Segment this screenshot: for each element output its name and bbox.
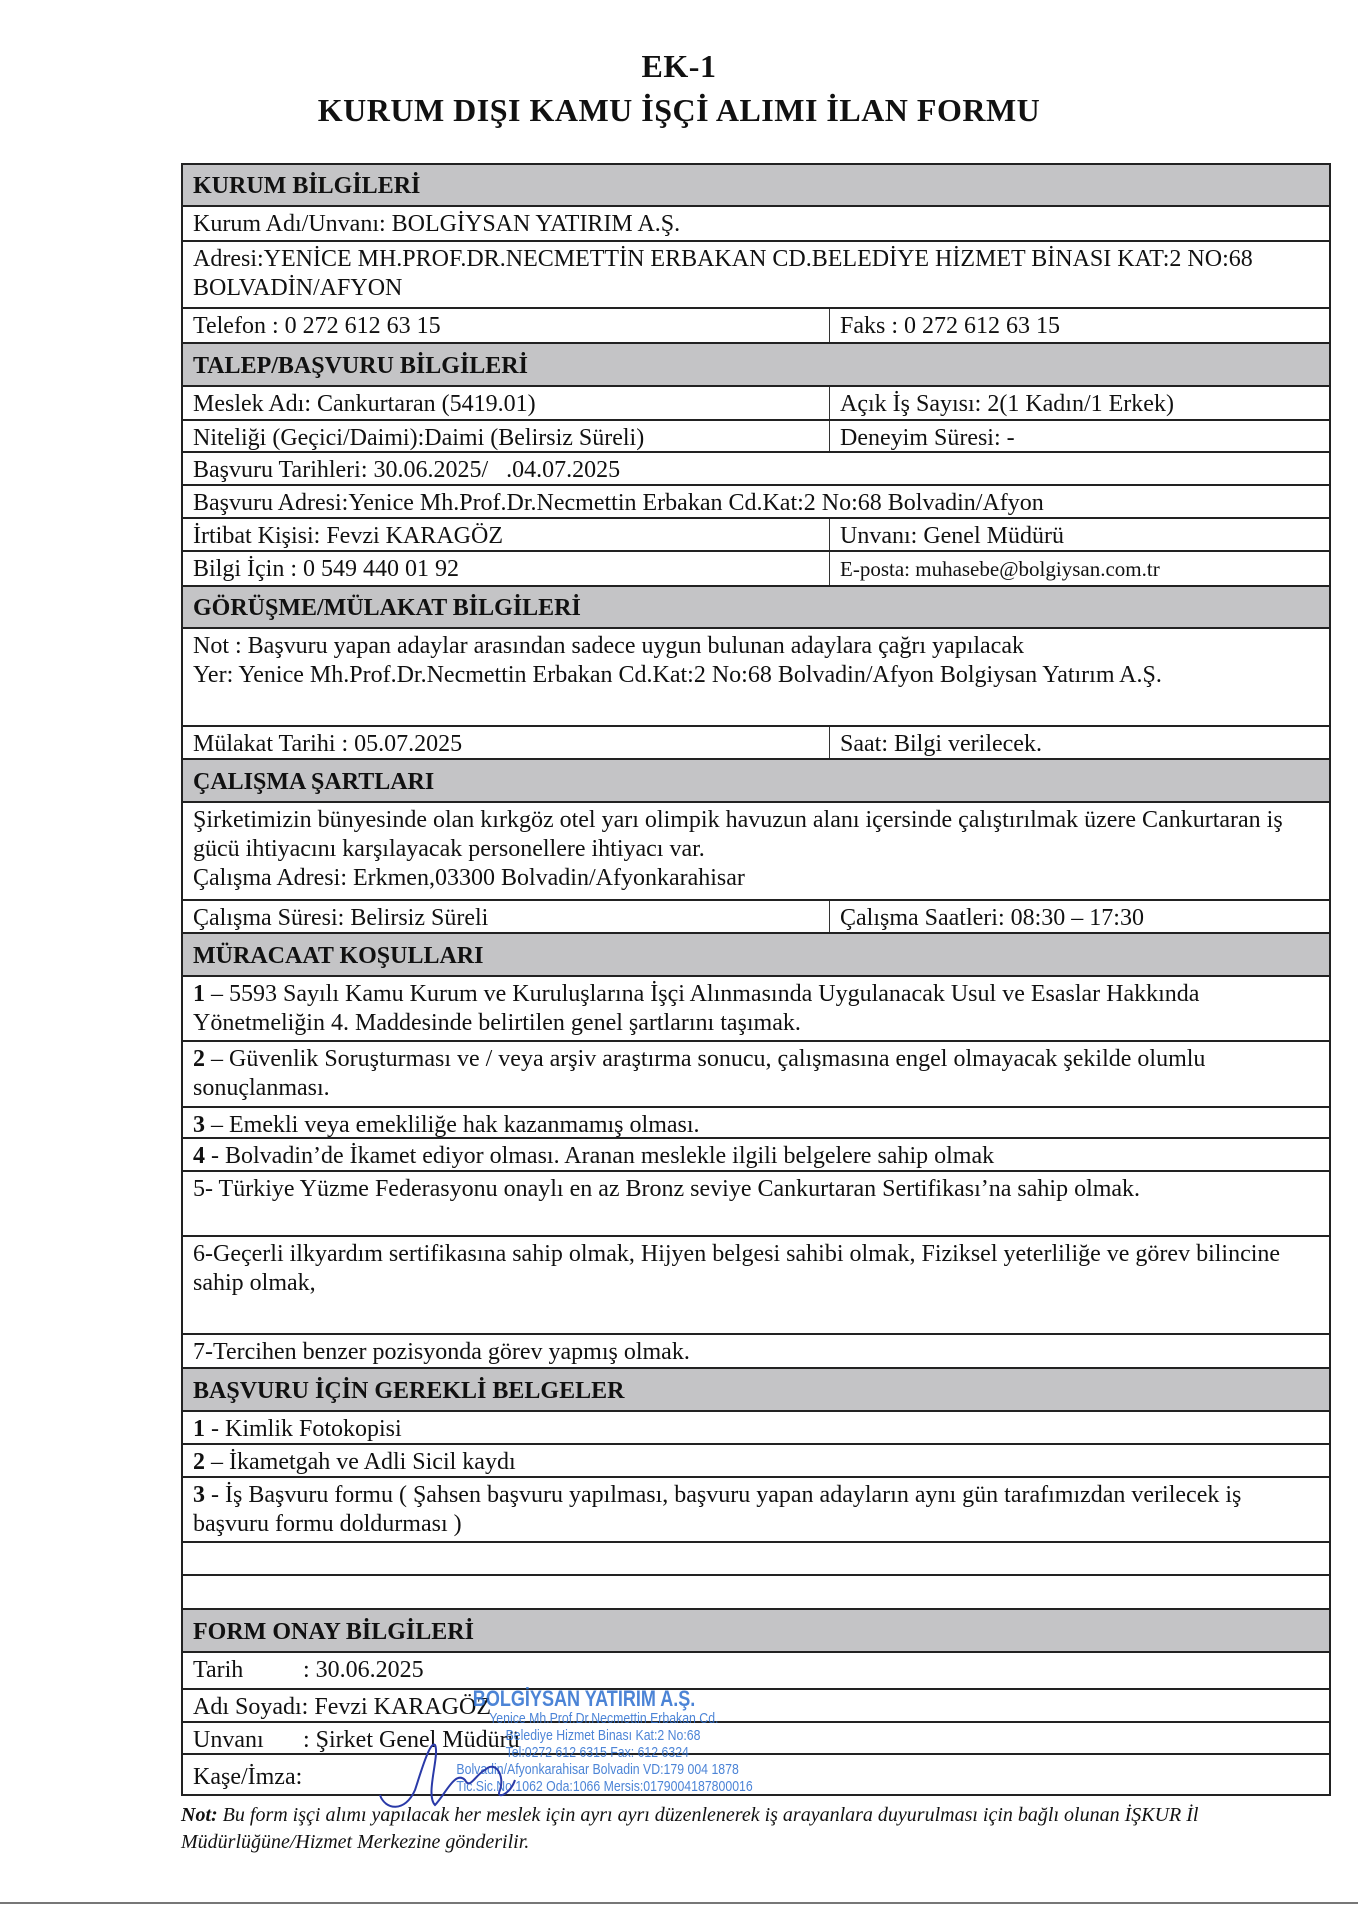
item-number: 2 — [193, 1449, 205, 1475]
interview-note: Not : Başvuru yapan adaylar arasından sadece uygun bulunan adaylara çağrı yapılacak — [193, 633, 1024, 659]
section-header-calisma — [183, 760, 1329, 803]
requirement-item — [183, 1237, 1329, 1335]
contact-person: İrtibat Kişisi: Fevzi KARAGÖZ — [183, 519, 830, 550]
announcement-form — [181, 163, 1331, 1796]
section-header-onay — [183, 1610, 1329, 1653]
approval-date: : 30.06.2025 — [303, 1657, 424, 1683]
section-title: ÇALIŞMA ŞARTLARI — [193, 768, 435, 795]
item-number: 1 — [193, 1416, 205, 1442]
footnote-label: Not: — [181, 1804, 218, 1826]
section-title: GÖRÜŞME/MÜLAKAT BİLGİLERİ — [193, 595, 581, 621]
open-positions: Açık İş Sayısı: 2(1 Kadın/1 Erkek) — [840, 391, 1174, 417]
document-item — [183, 1478, 1329, 1543]
work-duration: Çalışma Süresi: Belirsiz Süreli — [183, 901, 830, 932]
approver-name: Fevzi KARAGÖZ — [308, 1694, 491, 1720]
item-text: - Bolvadin’de İkamet ediyor olması. Aranan meslekle ilgili belgelere sahip olmak — [205, 1143, 995, 1169]
contact-title: Unvanı: Genel Müdürü — [840, 523, 1064, 549]
item-text: - Kimlik Fotokopisi — [205, 1416, 402, 1442]
institution-address: Adresi:YENİCE MH.PROF.DR.NECMETTİN ERBAKAN CD.BELEDİYE HİZMET BİNASI KAT:2 NO:68 BOLVADİN/AFYON — [193, 246, 1253, 301]
requirement-item — [183, 1042, 1329, 1108]
item-text: 5- Türkiye Yüzme Federasyonu onaylı en az Bronz seviye Cankurtaran Sertifikası’na sahip olmak. — [193, 1176, 1141, 1202]
item-text: – Emekli veya emekliliğe hak kazanmamış olması. — [205, 1112, 700, 1138]
stamp-line: Tic.Sic.No:1062 Oda:1066 Mersis:0179004187800016 — [456, 1778, 753, 1795]
interview-location: Yer: Yenice Mh.Prof.Dr.Necmettin Erbakan Cd.Kat:2 No:68 Bolvadin/Afyon Bolgiysan Yatırım A.Ş. — [193, 662, 1162, 688]
item-number: 3 — [193, 1112, 205, 1138]
section-title: KURUM BİLGİLERİ — [193, 173, 421, 199]
section-title: TALEP/BAŞVURU BİLGİLERİ — [193, 352, 528, 379]
stamp-line: Yenice Mh.Prof.Dr.Necmettin Erbakan Cd. — [489, 1710, 719, 1727]
item-text: 6-Geçerli ilkyardım sertifikasına sahip olmak, Hijyen belgesi sahibi olmak, Fiziksel yeterliliğe ve görev bilincine sahip olmak, — [193, 1241, 1281, 1296]
blank-row — [183, 1576, 1329, 1610]
stamp-line: Belediye Hizmet Binası Kat:2 No:68 — [505, 1727, 701, 1744]
date-label: Tarih — [193, 1657, 244, 1683]
experience: Deneyim Süresi: - — [840, 425, 1015, 451]
occupation: Meslek Adı: Cankurtaran (5419.01) — [183, 387, 830, 419]
requirement-item — [183, 1335, 1329, 1369]
section-title: BAŞVURU İÇİN GEREKLİ BELGELER — [193, 1377, 625, 1404]
section-header-gorusme — [183, 587, 1329, 629]
section-title: MÜRACAAT KOŞULLARI — [193, 942, 484, 969]
annex-label: EK-1 — [641, 48, 717, 84]
institution-phone: Telefon : 0 272 612 63 15 — [183, 309, 830, 342]
document-item — [183, 1412, 1329, 1445]
interview-time: Saat: Bilgi verilecek. — [840, 731, 1042, 757]
item-text: – 5593 Sayılı Kamu Kurum ve Kuruluşlarına İşçi Alınmasında Uygulanacak Usul ve Esaslar Hakkında Yönetmeliğin 4. Maddesinde belirtilen genel şartlarını taşımak. — [193, 981, 1200, 1036]
item-number: 4 — [193, 1143, 205, 1169]
work-address: Çalışma Adresi: Erkmen,03300 Bolvadin/Afyonkarahisar — [193, 865, 745, 891]
blank-row — [183, 1543, 1329, 1576]
application-dates: Başvuru Tarihleri: 30.06.2025/ .04.07.2025 — [193, 457, 621, 483]
item-number: 3 — [193, 1482, 205, 1508]
form-title: KURUM DIŞI KAMU İŞÇİ ALIMI İLAN FORMU — [317, 92, 1041, 128]
info-phone: Bilgi İçin : 0 549 440 01 92 — [183, 552, 830, 585]
footnote — [181, 1802, 1281, 1856]
section-header-belgeler — [183, 1369, 1329, 1412]
page-edge-line — [0, 1902, 1358, 1904]
section-header-kurum — [183, 165, 1329, 207]
item-text: – İkametgah ve Adli Sicil kaydı — [205, 1449, 516, 1475]
footnote-text: Bu form işçi alımı yapılacak her meslek için ayrı ayrı düzenlenerek iş arayanlara duyurulması için bağlı olunan İŞKUR İl Müdürlüğüne/Hizmet Merkezine gönderilir. — [181, 1804, 1199, 1853]
email: E-posta: muhasebe@bolgiysan.com.tr — [840, 557, 1160, 581]
requirement-item — [183, 1139, 1329, 1172]
item-number: 2 — [193, 1046, 205, 1072]
section-title: FORM ONAY BİLGİLERİ — [193, 1618, 474, 1645]
stamp-line: BOLGİYSAN YATIRIM A.Ş. — [472, 1686, 696, 1711]
section-header-talep — [183, 344, 1329, 387]
institution-name: Kurum Adı/Unvanı: BOLGİYSAN YATIRIM A.Ş. — [193, 211, 681, 237]
requirement-item — [183, 977, 1329, 1042]
name-label: Adı Soyadı: — [193, 1694, 309, 1720]
institution-fax: Faks : 0 272 612 63 15 — [840, 313, 1061, 339]
stamp-line: Bolvadin/Afyonkarahisar Bolvadin VD:179 004 1878 — [456, 1761, 739, 1778]
item-number: 1 — [193, 981, 205, 1007]
approver-title: : Şirket Genel Müdürü — [303, 1727, 520, 1753]
work-description: Şirketimizin bünyesinde olan kırkgöz otel yarı olimpik havuzun alanı içersinde çalıştırılmak üzere Cankurtaran iş gücü ihtiyacını karşılayacak personellere ihtiyacı var. — [193, 807, 1283, 862]
title-label: Unvanı — [193, 1727, 264, 1753]
application-address: Başvuru Adresi:Yenice Mh.Prof.Dr.Necmettin Erbakan Cd.Kat:2 No:68 Bolvadin/Afyon — [193, 490, 1044, 516]
stamp-signature-label: Kaşe/İmza: — [193, 1764, 303, 1790]
job-type: Niteliği (Geçici/Daimi):Daimi (Belirsiz Süreli) — [183, 421, 830, 451]
item-text: - İş Başvuru formu ( Şahsen başvuru yapılması, başvuru yapan adayların aynı gün tarafımızdan verilecek iş başvuru formu doldurması ) — [193, 1482, 1242, 1537]
requirement-item — [183, 1108, 1329, 1139]
work-hours: Çalışma Saatleri: 08:30 – 17:30 — [840, 905, 1144, 931]
section-header-muracaat — [183, 934, 1329, 977]
document-item — [183, 1445, 1329, 1478]
item-text: – Güvenlik Soruşturması ve / veya arşiv araştırma sonucu, çalışmasına engel olmayacak şekilde olumlu sonuçlanması. — [193, 1046, 1206, 1101]
stamp-line: Tel:0272 612 6315 Fax: 612 6324 — [505, 1744, 689, 1761]
interview-date: Mülakat Tarihi : 05.07.2025 — [183, 727, 830, 758]
item-text: 7-Tercihen benzer pozisyonda görev yapmış olmak. — [193, 1339, 690, 1365]
requirement-item — [183, 1172, 1329, 1237]
